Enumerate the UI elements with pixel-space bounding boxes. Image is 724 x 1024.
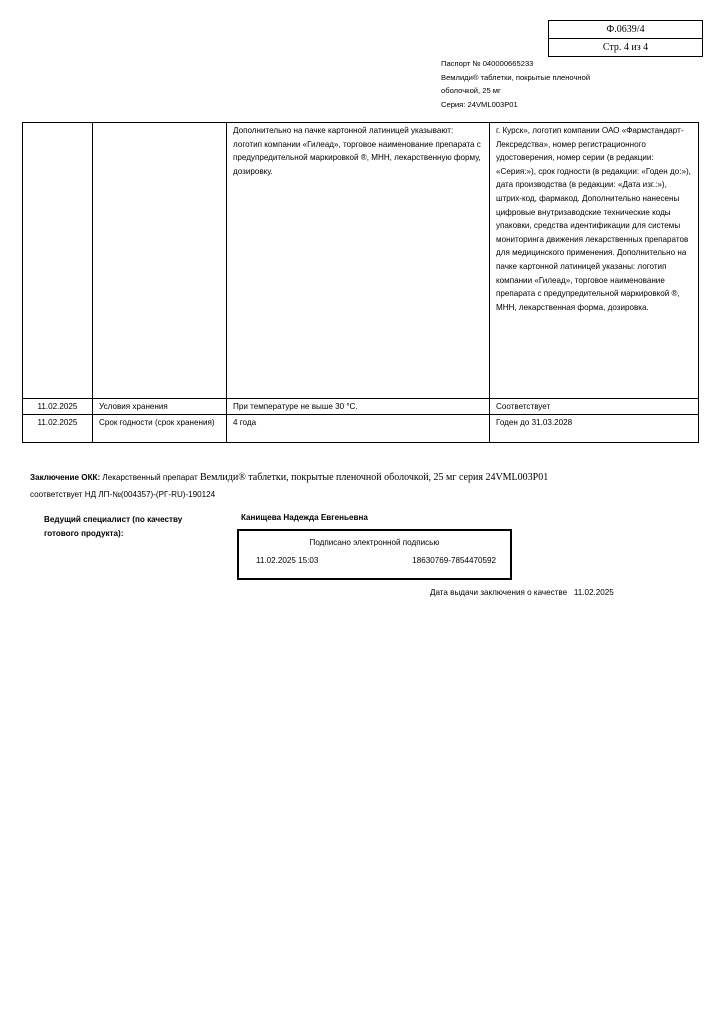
row-parameter: Срок годности (срок хранения)	[93, 414, 227, 442]
issue-date-label: Дата выдачи заключения о качестве	[430, 588, 568, 597]
test-results-table	[22, 122, 699, 443]
series-number: Серия: 24VML003P01	[441, 99, 518, 109]
passport-number: Паспорт № 040000665233	[441, 59, 534, 68]
specialist-name: Канищева Надежда Евгеньевна	[241, 513, 368, 522]
specialist-role-line1: Ведущий специалист (по качеству	[44, 515, 183, 524]
conclusion-label: Заключение ОКК:	[30, 473, 101, 482]
conclusion-text: Лекарственный препарат	[102, 473, 198, 482]
page-number: Стр. 4 из 4	[549, 38, 702, 56]
row-parameter	[93, 123, 227, 399]
specialist-role-line2: готового продукта):	[44, 528, 124, 538]
row-norm: Дополнительно на пачке картонной латиницей указывают: логотип компании «Гилеад», торговое наименование препарата с предупредительной маркировкой ®, МНН, лекарственную форму, дозировку.	[227, 123, 490, 399]
row-norm: 4 года	[227, 414, 490, 442]
row-result: Годен до 31.03.2028	[490, 414, 699, 442]
product-name-line1: Вемлиди® таблетки, покрытые пленочной	[441, 72, 591, 82]
row-parameter: Условия хранения	[93, 399, 227, 415]
conclusion-product: Вемлиди® таблетки, покрытые пленочной оболочкой, 25 мг серия 24VML003P01	[199, 472, 549, 483]
conclusion	[30, 469, 710, 503]
row-date: 11.02.2025	[23, 399, 93, 415]
row-date	[23, 123, 93, 399]
row-result: г. Курск», логотип компании ОАО «Фармстандарт-Лексредства», номер регистрационного удостоверения, номер серии (в редакции: «Серия:»), срок годности (в редакции: «Годен до:»), дата производства (в редакции: «Дата изг.:»), штрих-код, фармакод. Дополнительно нанесены цифровые внутризаводские технические коды упаковки, средства идентификации для системы мониторинга движения лекарственных препаратов для медицинского применения. Дополнительно на пачке картонной латиницей указаны: логотип компании «Гилеад», торговое наименование препарата с предупредительной маркировкой ®, МНН, лекарственная форма, дозировка.	[490, 123, 699, 399]
electronic-signature-stamp	[237, 529, 512, 580]
signature-certificate-id: 18630769-7854470592	[412, 556, 496, 565]
table-row	[23, 399, 699, 415]
row-norm: При температуре не выше 30 °С.	[227, 399, 490, 415]
form-code: Ф.0639/4	[606, 24, 645, 35]
product-name-line2: оболочкой, 25 мг	[441, 86, 501, 96]
form-code-box	[548, 20, 703, 57]
specialist-role	[44, 513, 182, 540]
conclusion-compliance: соответствует НД ЛП-№(004357)-(РГ-RU)-190124	[30, 490, 216, 499]
row-date: 11.02.2025	[23, 414, 93, 442]
table-row	[23, 414, 699, 442]
issue-date-line	[430, 588, 614, 597]
signature-datetime: 11.02.2025 15:03	[256, 556, 319, 565]
issue-date: 11.02.2025	[573, 588, 614, 597]
passport-header	[441, 57, 590, 111]
row-result: Соответствует	[490, 399, 699, 415]
table-row	[23, 123, 699, 399]
signature-title: Подписано электронной подписью	[309, 538, 440, 547]
